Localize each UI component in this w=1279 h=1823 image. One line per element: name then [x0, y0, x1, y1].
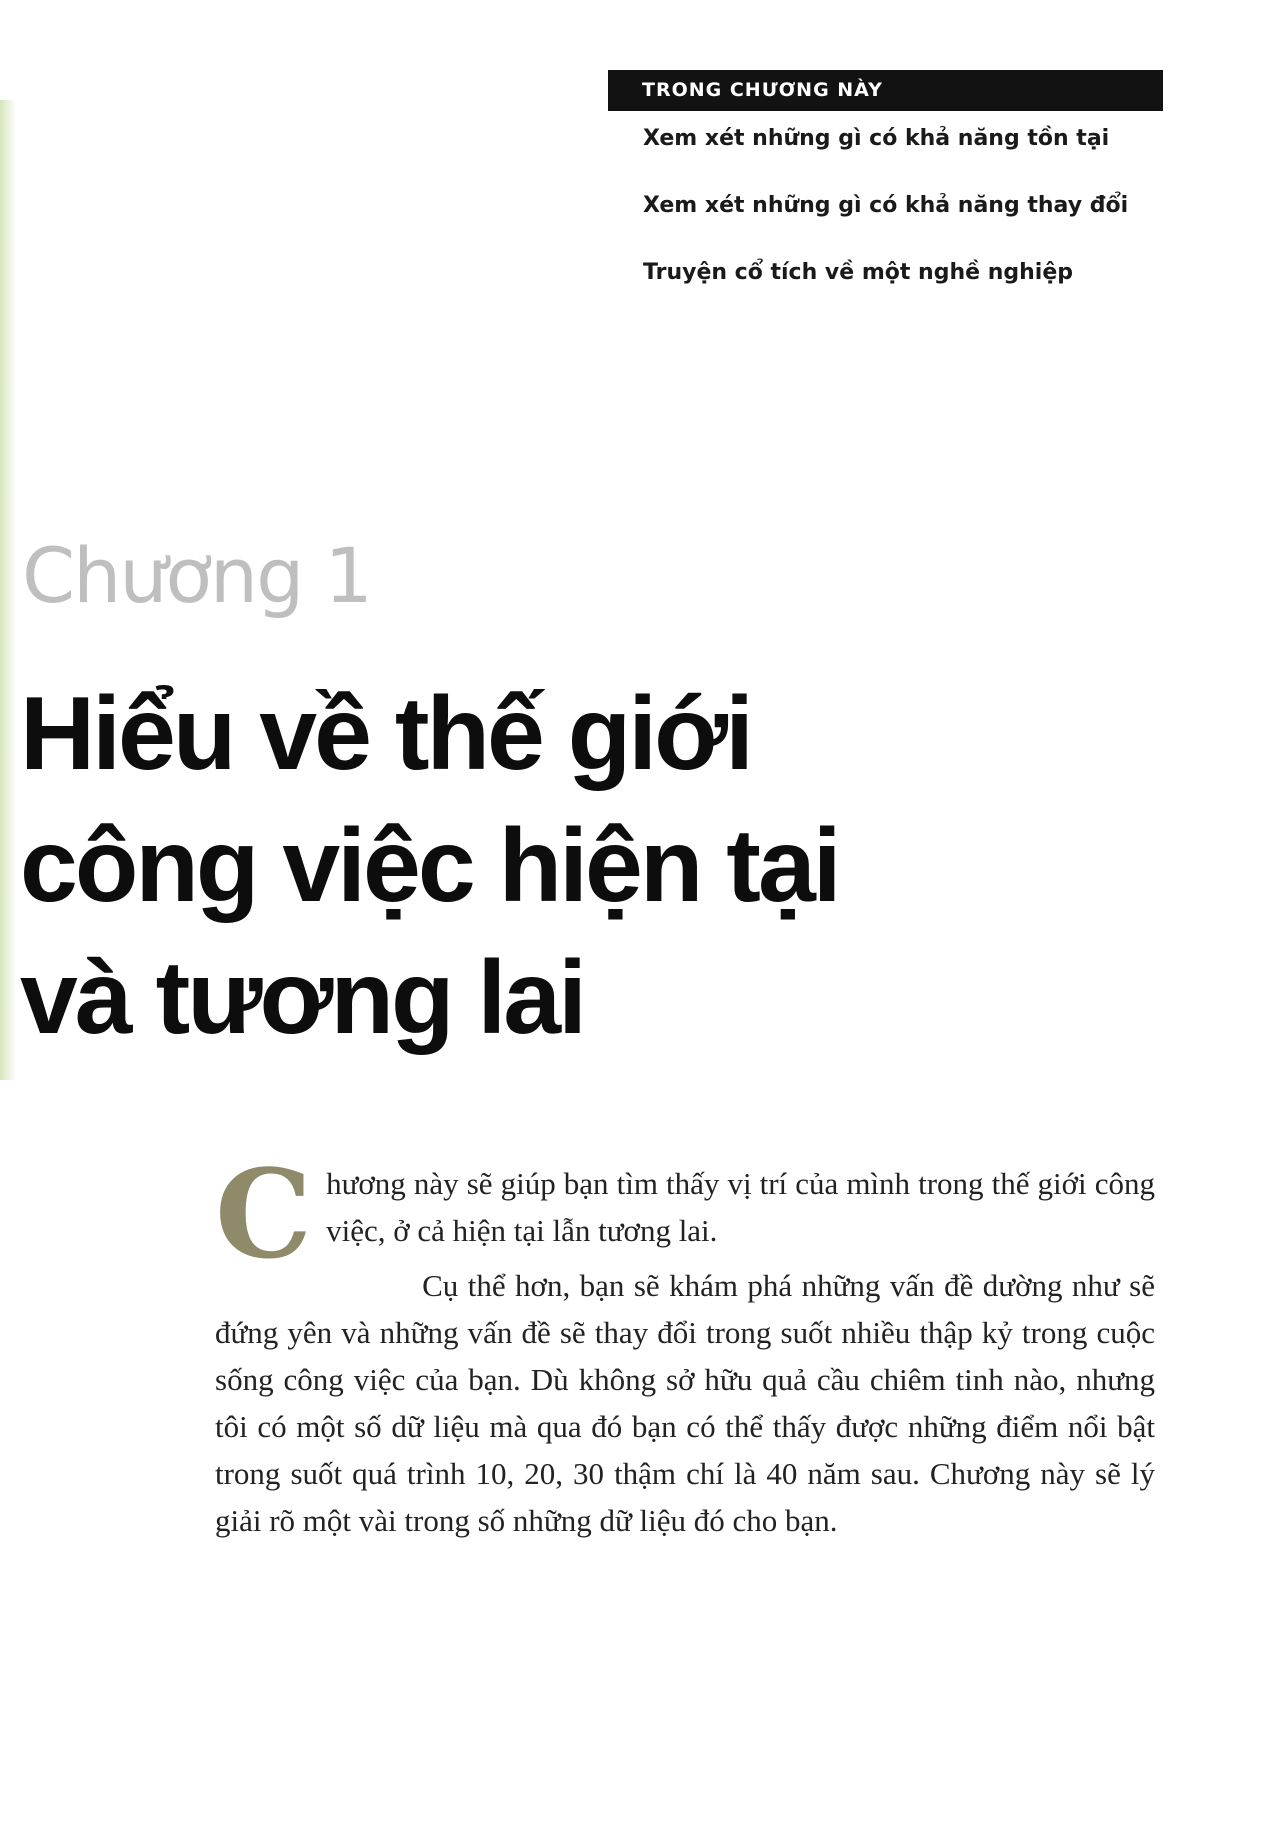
- intro-paragraph-text: hương này sẽ giúp bạn tìm thấy vị trí của mình trong thế giới công việc, ở cả hiện tại lẫn tương lai.: [326, 1166, 1155, 1248]
- chapter-title-line: Hiểu về thế giới: [20, 676, 751, 792]
- chapter-body: [215, 1142, 1155, 1544]
- drop-cap: C: [215, 1142, 313, 1286]
- in-this-chapter-item: Xem xét những gì có khả năng thay đổi: [643, 193, 1129, 218]
- in-this-chapter-item: Truyện cổ tích về một nghề nghiệp: [643, 260, 1073, 285]
- in-this-chapter-box: [608, 70, 1163, 285]
- chapter-title: [20, 668, 1020, 1064]
- in-this-chapter-header: TRONG CHƯƠNG NÀY: [608, 70, 1163, 111]
- chapter-title-line: và tương lai: [20, 940, 585, 1056]
- page-edge-tint: [0, 100, 16, 1080]
- in-this-chapter-item: Xem xét những gì có khả năng tồn tại: [643, 126, 1110, 151]
- chapter-number: Chương 1: [22, 531, 371, 620]
- body-paragraph: [215, 1262, 1155, 1544]
- body-paragraph-text: Cụ thể hơn, bạn sẽ khám phá những vấn đề dường như sẽ đứng yên và những vấn đề sẽ thay đổi trong suốt nhiều thập kỷ trong cuộc sống công việc của bạn. Dù không sở hữu quả cầu chiêm tinh nào, nhưng tôi có một số dữ liệu mà qua đó bạn có thể thấy được những điểm nổi bật trong suốt quá trình 10, 20, 30 thậm chí là 40 năm sau. Chương này sẽ lý giải rõ một vài trong số những dữ liệu đó cho bạn.: [215, 1268, 1155, 1538]
- intro-paragraph: [215, 1142, 1155, 1286]
- chapter-title-line: công việc hiện tại: [20, 808, 839, 924]
